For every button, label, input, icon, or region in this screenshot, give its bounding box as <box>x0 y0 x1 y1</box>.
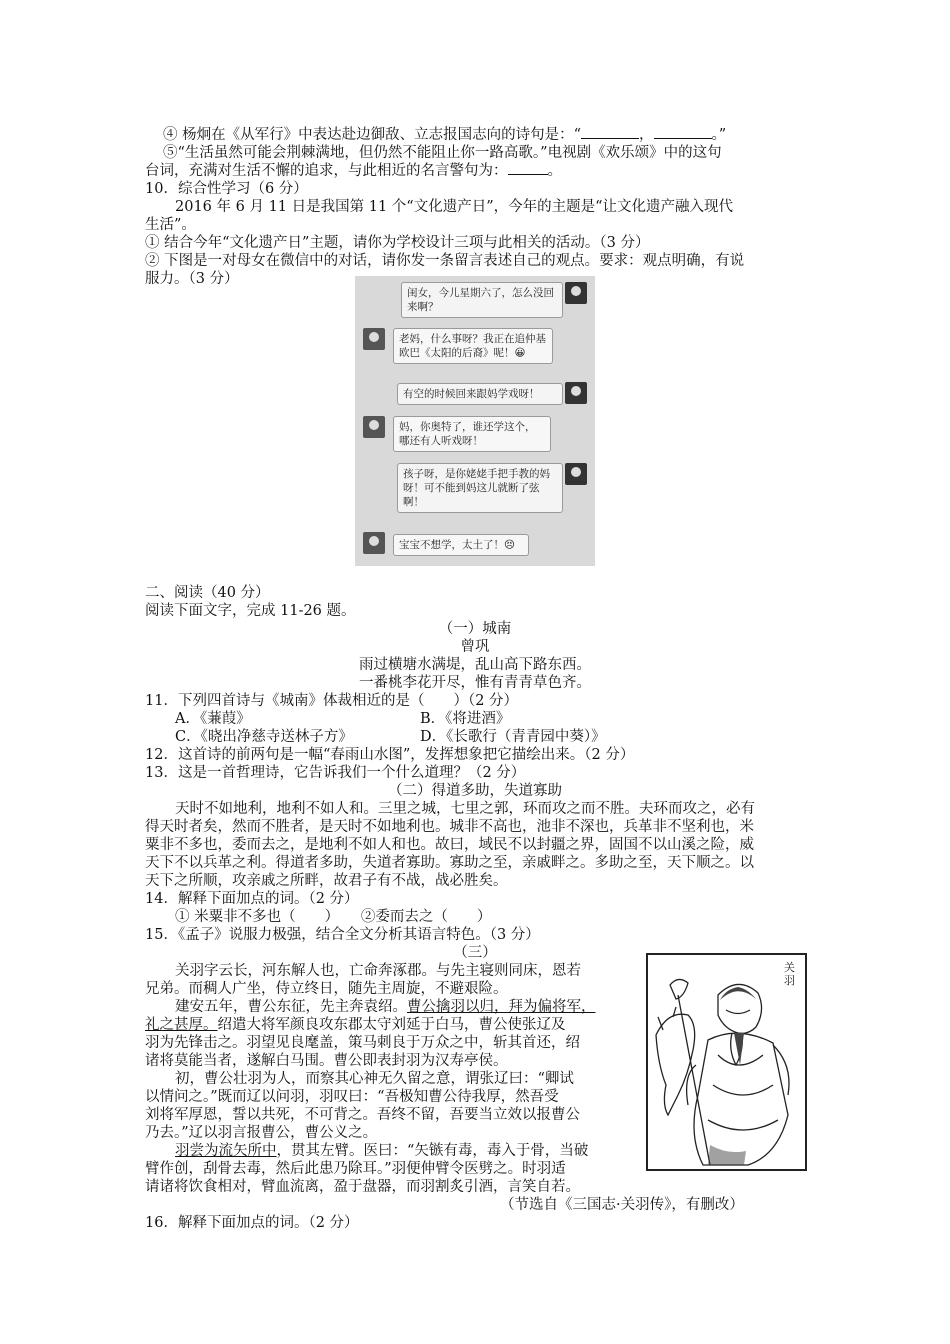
passage3-line: 臂作创，刮骨去毒，然后此患乃除耳。”羽便伸臂令医劈之。时羽适 <box>145 1161 566 1177</box>
guan-yu-portrait-icon <box>648 955 805 1169</box>
poem1-title: （一）城南 <box>438 621 512 637</box>
answer-blank[interactable] <box>654 126 712 139</box>
q12: 12．这首诗的前两句是一幅“春雨山水图”，发挥想象把它描绘出来。（2 分） <box>145 747 635 763</box>
q10-intro-line1: 2016 年 6 月 11 日是我国第 11 个“文化遗产日”，今年的主题是“让文化遗产融入现代 <box>175 199 734 215</box>
daughter-avatar <box>363 328 385 350</box>
portrait-label: 关羽 <box>784 961 795 987</box>
passage3-line: 请诸将饮食相对，臂血流离，盈于盘器，而羽割炙引酒，言笑自若。 <box>145 1179 580 1195</box>
answer-blank[interactable] <box>581 126 639 139</box>
wechat-chat-image <box>355 276 595 566</box>
daughter-avatar <box>363 416 385 438</box>
chat-message-mom: 闺女，今儿星期六了，怎么没回来啊？ <box>401 282 563 318</box>
passage3-source: （节选自《三国志·关羽传》，有删改） <box>500 1197 744 1213</box>
passage3-line: 礼之甚厚。绍遣大将军颜良攻东郡太守刘延于白马，曹公使张辽及 <box>145 1017 566 1033</box>
passage2-line: 粟非不多也，委而去之，是地利不如人和也。故曰，域民不以封疆之界，固国不以山溪之险，威 <box>145 837 754 853</box>
mom-avatar <box>565 463 587 485</box>
q10-sub1: ① 结合今年“文化遗产日”主题，请你为学校设计三项与此相关的活动。（3 分） <box>145 235 650 251</box>
chat-message-daughter: 妈，你奥特了，谁还学这个，哪还有人听戏呀！ <box>393 416 551 452</box>
q11-option-a[interactable]: A．《蒹葭》 <box>175 711 251 727</box>
poem1-line2: 一番桃李花开尽，惟有青青草色齐。 <box>359 675 591 691</box>
q11-option-b[interactable]: B．《将进酒》 <box>420 711 511 727</box>
chat-message-daughter: 宝宝不想学，太土了！😣 <box>393 534 529 556</box>
passage3-line: 羽为先锋击之。羽望见良麾盖，策马刺良于万众之中，斩其首还，绍 <box>145 1035 580 1051</box>
poem1-author: 曾巩 <box>460 639 490 655</box>
passage3-line: 关羽字云长，河东解人也，亡命奔涿郡。与先主寝则同床，恩若 <box>175 963 581 979</box>
chat-message-daughter: 老妈，什么事呀？我正在追仲基欧巴《太阳的后裔》呢！😀 <box>393 328 553 364</box>
q9-item-5-line1: ⑤“生活虽然可能会荆棘满地，但仍然不能阻止你一路高歌。”电视剧《欢乐颂》中的这句 <box>163 145 722 161</box>
q9-item-4: ④ 杨炯在《从军行》中表达赴边御敌、立志报国志向的诗句是：“ ， 。” <box>163 127 727 143</box>
chat-message-mom: 孩子呀，是你姥姥手把手教的妈呀！可不能到妈这儿就断了弦啊！ <box>397 463 563 513</box>
passage3-line: 以情问之。”既而辽以问羽，羽叹曰：“吾极知曹公待我厚，然吾受 <box>145 1089 559 1105</box>
q14-options: ① 米粟非不多也（ ） ②委而去之（ ） <box>175 909 492 925</box>
section2-intro: 阅读下面文字，完成 11-26 题。 <box>145 603 356 619</box>
poem1-line1: 雨过横塘水满堤，乱山高下路东西。 <box>359 657 591 673</box>
mom-avatar <box>565 382 587 404</box>
chat-message-mom: 有空的时候回来跟妈学戏呀！ <box>397 383 563 405</box>
passage2-line: 天时不如地利，地利不如人和。三里之城，七里之郭，环而攻之而不胜。夫环而攻之，必有 <box>175 801 755 817</box>
passage3-line: 兄弟。而稠人广坐，侍立终日，随先主周旋，不避艰险。 <box>145 981 508 997</box>
q16: 16．解释下面加点的词。（2 分） <box>145 1215 359 1231</box>
q14: 14．解释下面加点的词。（2 分） <box>145 891 359 907</box>
passage3-line: 羽尝为流矢所中，贯其左臂。医曰：“矢镞有毒，毒入于骨，当破 <box>175 1143 589 1159</box>
passage2-title: （二）得道多助，失道寡助 <box>388 783 562 799</box>
q11: 11．下列四首诗与《城南》体裁相近的是（ ）（2 分） <box>145 693 519 709</box>
answer-blank[interactable] <box>508 162 548 175</box>
passage3-line: 初，曹公壮羽为人，而察其心神无久留之意，谓张辽曰：“卿试 <box>175 1071 574 1087</box>
q10-heading: 10．综合性学习（6 分） <box>145 181 308 197</box>
section2-heading: 二、阅读（40 分） <box>145 585 270 601</box>
passage3-title: （三） <box>453 945 497 961</box>
passage2-line: 得天时者矣，然而不胜者，是天时不如地利也。城非不高也，池非不深也，兵革非不坚利也，米 <box>145 819 754 835</box>
daughter-avatar <box>363 532 385 554</box>
q13: 13．这是一首哲理诗，它告诉我们一个什么道理？（2 分） <box>145 765 526 781</box>
q11-option-d[interactable]: D．《长歌行（青青园中葵）》 <box>420 729 606 745</box>
passage2-line: 天下之所顺，攻亲戚之所畔，故君子有不战，战必胜矣。 <box>145 873 508 889</box>
q9-item-5-line2: 台词，充满对生活不懈的追求，与此相近的名言警句为： 。 <box>145 163 562 179</box>
passage2-line: 天下不以兵革之利。得道者多助，失道者寡助。寡助之至，亲戚畔之。多助之至，天下顺之。以 <box>145 855 754 871</box>
q15: 15．《孟子》说服力极强，结合全文分析其语言特色。（3 分） <box>145 927 540 943</box>
q10-sub2-line1: ② 下图是一对母女在微信中的对话，请你发一条留言表述自己的观点。要求：观点明确，有说 <box>145 253 745 269</box>
q10-intro-line2: 生活”。 <box>145 217 196 233</box>
guan-yu-portrait-image <box>646 953 807 1171</box>
mom-avatar <box>565 282 587 304</box>
passage3-line: 建安五年，曹公东征，先主奔袁绍。曹公擒羽以归，拜为偏将军， <box>175 999 596 1015</box>
passage3-line: 诸将莫能当者，遂解白马围。曹公即表封羽为汉寿亭侯。 <box>145 1053 508 1069</box>
passage3-line: 乃去。”辽以羽言报曹公，曹公义之。 <box>145 1125 378 1141</box>
q11-option-c[interactable]: C．《晓出净慈寺送林子方》 <box>175 729 353 745</box>
q10-sub2-line2: 服力。（3 分） <box>145 271 239 287</box>
passage3-line: 刘将军厚恩，誓以共死，不可背之。吾终不留，吾要当立效以报曹公 <box>145 1107 580 1123</box>
